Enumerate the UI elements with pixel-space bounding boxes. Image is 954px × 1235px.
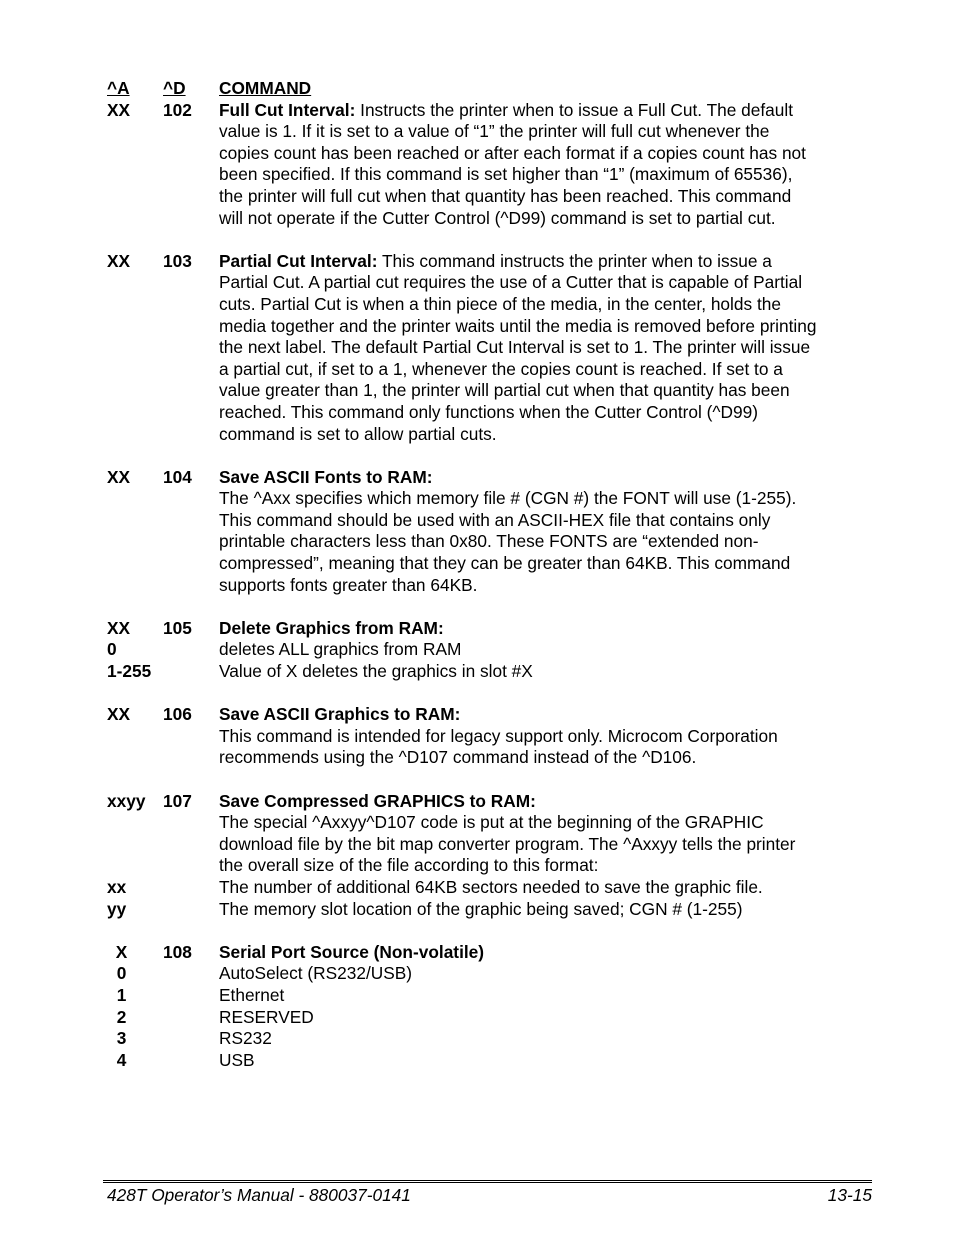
param-value: Ethernet (219, 984, 285, 1005)
entry-line: This command is intended for legacy support only. Microcom Corporation (219, 725, 778, 746)
param-value: RS232 (219, 1028, 272, 1049)
entry-line: Partial Cut. A partial cut requires the use of a Cutter that is capable of Partial (219, 272, 803, 293)
param-value: AutoSelect (RS232/USB) (219, 963, 413, 984)
entry-line: The ^Axx specifies which memory file # (CGN #) the FONT will use (1-255). (219, 488, 797, 509)
footer-divider (103, 1182, 872, 1183)
entry-107-line (107, 791, 877, 813)
entry-line: value greater than 1, the printer will partial cut when that quantity has been (219, 380, 790, 401)
param-key: 1 (116, 984, 127, 1005)
command-table (107, 78, 877, 1071)
param-row (107, 899, 877, 921)
entry-line: value is 1. If it is set to a value of “1” the printer will full cut whenever the (219, 121, 770, 142)
entry-line: the next label. The default Partial Cut Interval is set to 1. The printer will issue (219, 337, 811, 358)
entry-a: XX (107, 466, 131, 487)
param-key: 0 (107, 639, 117, 660)
entry-title: Full Cut Interval: (219, 99, 356, 120)
param-row (107, 639, 877, 661)
param-row (107, 877, 877, 899)
entry-line: the overall size of the file according to this format: (219, 855, 599, 876)
entry-108-line (107, 942, 877, 964)
entry-d: 103 (163, 250, 192, 271)
entry-line: printable characters less than 0x80. These FONTS are “extended non- (219, 531, 759, 552)
entry-title: Save ASCII Fonts to RAM: (219, 466, 433, 487)
entry-103-line (107, 251, 877, 273)
entry-title: Partial Cut Interval: (219, 250, 378, 271)
param-row (107, 1028, 877, 1050)
entry-line: copies count has been reached or after each format if a copies count has not (219, 142, 806, 163)
entry-d: 108 (163, 941, 192, 962)
entry-a: xxyy (107, 790, 146, 811)
entry-line: cuts. Partial Cut is when a thin piece of the media, in the center, holds the (219, 293, 781, 314)
header-col-command: COMMAND (219, 78, 312, 98)
page-number: 13-15 (827, 1185, 872, 1205)
param-value: The number of additional 64KB sectors needed to save the graphic file. (219, 876, 763, 897)
entry-line: Instructs the printer when to issue a Full Cut. The default (355, 99, 794, 120)
entry-d: 107 (163, 790, 192, 811)
entry-line: will not operate if the Cutter Control (^D99) command is set to partial cut. (219, 207, 776, 228)
param-value: USB (219, 1049, 255, 1070)
page-footer (107, 1185, 872, 1206)
param-key: 0 (116, 963, 127, 984)
param-key: 1-255 (107, 661, 152, 682)
param-row (107, 963, 877, 985)
entry-102-line (107, 100, 877, 122)
entry-line: a partial cut, if set to a 1, whenever the copies count is reached. If set to a (219, 358, 783, 379)
entry-d: 104 (163, 466, 192, 487)
entry-105-line (107, 618, 877, 640)
entry-line: recommends using the ^D107 command instead of the ^D106. (219, 747, 697, 768)
param-row (107, 661, 877, 683)
param-value: Value of X deletes the graphics in slot #X (219, 661, 533, 682)
entry-title: Save ASCII Graphics to RAM: (219, 704, 461, 725)
param-key: 2 (116, 1006, 127, 1027)
entry-a: XX (107, 704, 131, 725)
entry-line: This command instructs the printer when to issue a (377, 250, 772, 271)
entry-title: Serial Port Source (Non-volatile) (219, 941, 485, 962)
param-key: yy (107, 898, 127, 919)
param-value: RESERVED (219, 1006, 314, 1027)
entry-title: Save Compressed GRAPHICS to RAM: (219, 790, 536, 811)
entry-a: X (115, 941, 128, 962)
entry-line: command is set to allow partial cuts. (219, 423, 497, 444)
table-header (107, 78, 877, 100)
entry-a: XX (107, 617, 131, 638)
param-row (107, 1007, 877, 1029)
entry-line: been specified. If this command is set higher than “1” (maximum of 65536), (219, 164, 793, 185)
entry-line: This command should be used with an ASCII-HEX file that contains only (219, 509, 771, 530)
entry-title: Delete Graphics from RAM: (219, 617, 444, 638)
param-value: deletes ALL graphics from RAM (219, 639, 462, 660)
param-key: 4 (116, 1049, 127, 1070)
entry-text (219, 251, 877, 273)
entry-line: compressed”, meaning that they can be greater than 64KB. This command (219, 553, 791, 574)
entry-d: 106 (163, 704, 192, 725)
entry-line: download file by the bit map converter program. The ^Axxyy tells the printer (219, 833, 796, 854)
entry-104-line (107, 467, 877, 489)
param-row (107, 985, 877, 1007)
footer-divider (103, 1180, 872, 1181)
entry-a: XX (107, 250, 131, 271)
entry-line: reached. This command only functions when the Cutter Control (^D99) (219, 401, 758, 422)
entry-a: XX (107, 99, 131, 120)
footer-manual-title: 428T Operator’s Manual - 880037-0141 (107, 1185, 411, 1205)
entry-line: supports fonts greater than 64KB. (219, 574, 478, 595)
entry-line: The special ^Axxyy^D107 code is put at the beginning of the GRAPHIC (219, 812, 764, 833)
header-col-d: ^D (163, 78, 186, 98)
header-col-a: ^A (107, 78, 130, 98)
entry-d: 105 (163, 617, 192, 638)
entry-line: media together and the printer waits until the media is removed before printing (219, 315, 817, 336)
entry-d: 102 (163, 99, 192, 120)
entry-106-line (107, 704, 877, 726)
param-key: 3 (116, 1028, 127, 1049)
entry-text (219, 100, 877, 122)
entry-line: the printer will full cut when that quantity has been reached. This command (219, 185, 792, 206)
param-row (107, 1050, 877, 1072)
param-value: The memory slot location of the graphic being saved; CGN # (1-255) (219, 898, 743, 919)
param-key: xx (107, 876, 127, 897)
